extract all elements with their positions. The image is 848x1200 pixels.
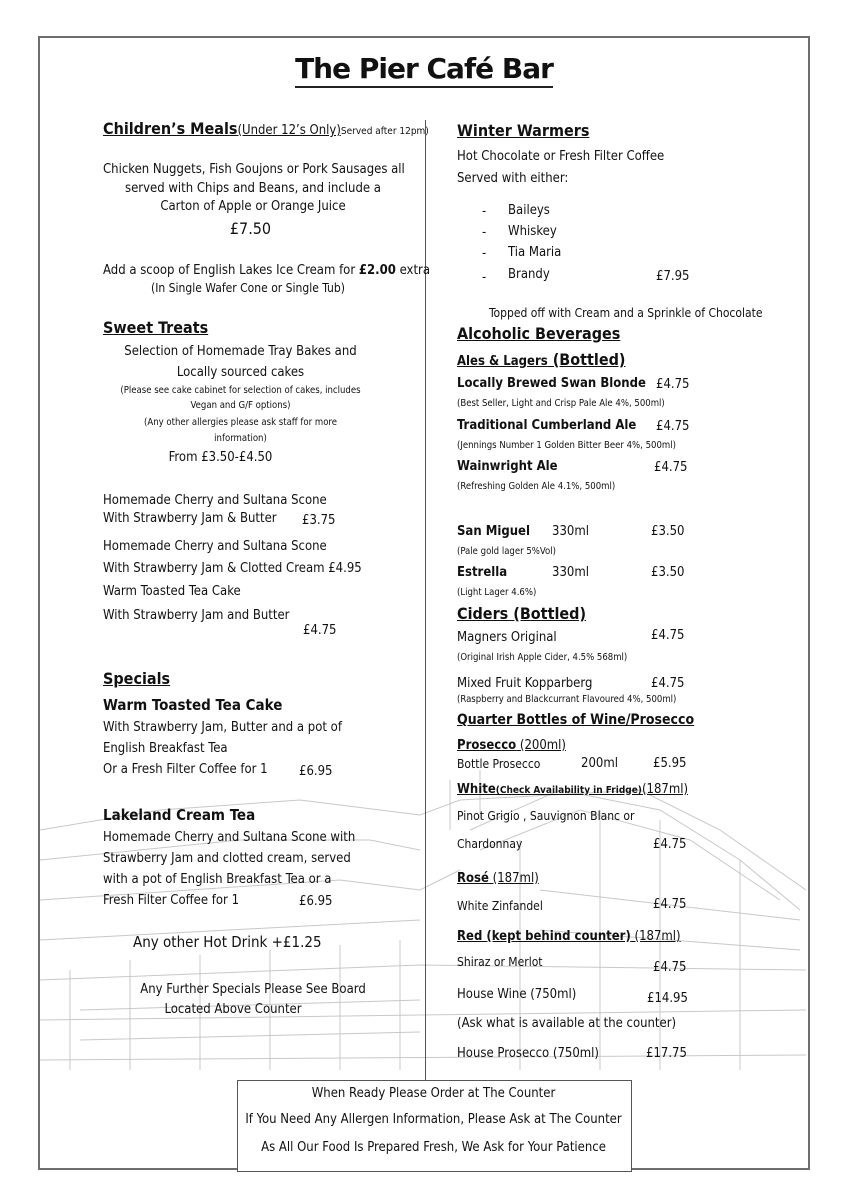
winter-item-baileys: Baileys [508, 203, 550, 218]
sweet-line-1: Selection of Homemade Tray Bakes and [124, 344, 357, 359]
childrens-meals-heading: Children’s Meals(Under 12’s Only)Served after 12pm) [103, 119, 429, 138]
further-specials-2: Located Above Counter [164, 1002, 302, 1017]
red-wine-price: £4.75 [653, 960, 687, 975]
ice-cream-addon: Add a scoop of English Lakes Ice Cream for £2.00 extra [103, 263, 431, 278]
winter-dash-3: - [482, 246, 487, 261]
swan-blonde-name: Locally Brewed Swan Blonde [457, 376, 646, 391]
white-wine-heading: White(Check Availability in Fridge)(187ml) [457, 782, 689, 797]
scone-1-price: £3.75 [302, 513, 336, 528]
ice-cream-note: (In Single Wafer Cone or Single Tub) [151, 281, 345, 295]
sweet-note-3: (Any other allergies please ask staff for more [144, 417, 337, 428]
ales-lagers-heading: Ales & Lagers (Bottled) [457, 350, 626, 369]
kopparberg-price: £4.75 [651, 676, 685, 691]
winter-topped-note: Topped off with Cream and a Sprinkle of Chocolate [489, 306, 763, 320]
specials-item-title: Warm Toasted Tea Cake [103, 696, 283, 714]
sweet-price-range: From £3.50-£4.50 [168, 450, 273, 465]
wainwright-ale-note: (Refreshing Golden Ale 4.1%, 500ml) [457, 481, 616, 492]
cumberland-ale-note: (Jennings Number 1 Golden Bitter Beer 4%, 500ml) [457, 440, 676, 451]
sweet-line-2: Locally sourced cakes [176, 365, 305, 380]
specials-heading: Specials [103, 669, 171, 688]
scone-1-line-2: With Strawberry Jam & Butter [103, 511, 277, 526]
winter-line-1: Hot Chocolate or Fresh Filter Coffee [457, 149, 665, 164]
kopparberg-note: (Raspberry and Blackcurrant Flavoured 4%, 500ml) [457, 694, 677, 705]
winter-dash-4: - [482, 270, 487, 285]
scone-2-line-1: Homemade Cherry and Sultana Scone [103, 539, 327, 554]
scone-1-line-1: Homemade Cherry and Sultana Scone [103, 493, 327, 508]
specials-desc-1: With Strawberry Jam, Butter and a pot of [103, 720, 342, 735]
bottle-prosecco-size: 200ml [581, 756, 618, 771]
sweet-note-4: information) [214, 433, 267, 444]
estrella-size: 330ml [552, 565, 589, 580]
red-wine-item: Shiraz or Merlot [457, 955, 543, 969]
sweet-note-2: Vegan and G/F options) [190, 400, 291, 411]
winter-item-brandy: Brandy [508, 267, 550, 282]
ciders-heading: Ciders (Bottled) [457, 604, 587, 623]
winter-line-2: Served with either: [457, 171, 569, 186]
magners-note: (Original Irish Apple Cider, 4.5% 568ml) [457, 652, 628, 663]
magners-price: £4.75 [651, 628, 685, 643]
white-wine-line-2: Chardonnay [457, 837, 523, 851]
further-specials-1: Any Further Specials Please See Board [140, 982, 366, 997]
swan-blonde-note: (Best Seller, Light and Crisp Pale Ale 4%, 500ml) [457, 398, 665, 409]
lakeland-desc-4: Fresh Filter Coffee for 1 [103, 893, 240, 908]
winter-item-tia-maria: Tia Maria [508, 245, 562, 260]
teacake-price: £4.75 [303, 623, 337, 638]
lakeland-desc-3: with a pot of English Breakfast Tea or a [103, 872, 332, 887]
wainwright-ale-name: Wainwright Ale [457, 459, 558, 474]
estrella-price: £3.50 [651, 565, 685, 580]
swan-blonde-price: £4.75 [656, 377, 690, 392]
footer-line-2: If You Need Any Allergen Information, Please Ask at The Counter [245, 1112, 622, 1127]
lakeland-price: £6.95 [299, 894, 333, 909]
sweet-treats-heading: Sweet Treats [103, 318, 209, 337]
magners-name: Magners Original [457, 630, 557, 645]
specials-desc-3: Or a Fresh Filter Coffee for 1 [103, 762, 268, 777]
footer-line-3: As All Our Food Is Prepared Fresh, We Ask for Your Patience [261, 1140, 606, 1155]
cumberland-ale-price: £4.75 [656, 419, 690, 434]
red-wine-heading: Red (kept behind counter) (187ml) [457, 929, 681, 944]
rose-item: White Zinfandel [457, 899, 543, 913]
childrens-desc-1: Chicken Nuggets, Fish Goujons or Pork Sausages all [103, 162, 405, 177]
rose-heading: Rosé (187ml) [457, 871, 539, 886]
san-miguel-note: (Pale gold lager 5%Vol) [457, 546, 556, 557]
bottle-prosecco-price: £5.95 [653, 756, 687, 771]
san-miguel-price: £3.50 [651, 524, 685, 539]
white-wine-line-1: Pinot Grigio , Sauvignon Blanc or [457, 809, 635, 823]
lakeland-desc-2: Strawberry Jam and clotted cream, served [103, 851, 351, 866]
kopparberg-name: Mixed Fruit Kopparberg [457, 676, 593, 691]
childrens-desc-2: served with Chips and Beans, and include a [125, 181, 381, 196]
page-title: The Pier Café Bar [0, 55, 848, 88]
teacake-line-2: With Strawberry Jam and Butter [103, 608, 290, 623]
house-wine-price: £14.95 [647, 991, 688, 1006]
hot-drink-addon: Any other Hot Drink +£1.25 [133, 933, 322, 951]
san-miguel-size: 330ml [552, 524, 589, 539]
winter-price: £7.95 [656, 269, 690, 284]
white-wine-price: £4.75 [653, 837, 687, 852]
sweet-note-1: (Please see cake cabinet for selection of cakes, includes [120, 385, 361, 396]
specials-price: £6.95 [299, 764, 333, 779]
house-wine-name: House Wine (750ml) [457, 987, 577, 1002]
footer-line-1: When Ready Please Order at The Counter [311, 1086, 556, 1101]
winter-warmers-heading: Winter Warmers [457, 121, 590, 140]
winter-dash-2: - [482, 225, 487, 240]
estrella-name: Estrella [457, 565, 508, 580]
bottle-prosecco-name: Bottle Prosecco [457, 757, 541, 771]
alcoholic-beverages-heading: Alcoholic Beverages [457, 324, 621, 343]
lakeland-desc-1: Homemade Cherry and Sultana Scone with [103, 830, 356, 845]
lakeland-heading: Lakeland Cream Tea [103, 806, 256, 824]
teacake-line-1: Warm Toasted Tea Cake [103, 584, 241, 599]
ask-counter-note: (Ask what is available at the counter) [457, 1016, 677, 1031]
winter-item-whiskey: Whiskey [508, 224, 557, 239]
wainwright-ale-price: £4.75 [654, 460, 688, 475]
estrella-note: (Light Lager 4.6%) [457, 587, 537, 598]
san-miguel-name: San Miguel [457, 524, 530, 539]
childrens-desc-3: Carton of Apple or Orange Juice [160, 199, 346, 214]
house-prosecco-name: House Prosecco (750ml) [457, 1046, 599, 1061]
childrens-price: £7.50 [229, 219, 272, 238]
house-prosecco-price: £17.75 [646, 1046, 687, 1061]
scone-2-line-2: With Strawberry Jam & Clotted Cream £4.95 [103, 561, 362, 576]
rose-price: £4.75 [653, 897, 687, 912]
cumberland-ale-name: Traditional Cumberland Ale [457, 418, 637, 433]
quarter-bottles-heading: Quarter Bottles of Wine/Prosecco [457, 712, 695, 728]
specials-desc-2: English Breakfast Tea [103, 741, 228, 756]
prosecco-heading: Prosecco (200ml) [457, 738, 566, 753]
winter-dash-1: - [482, 204, 487, 219]
